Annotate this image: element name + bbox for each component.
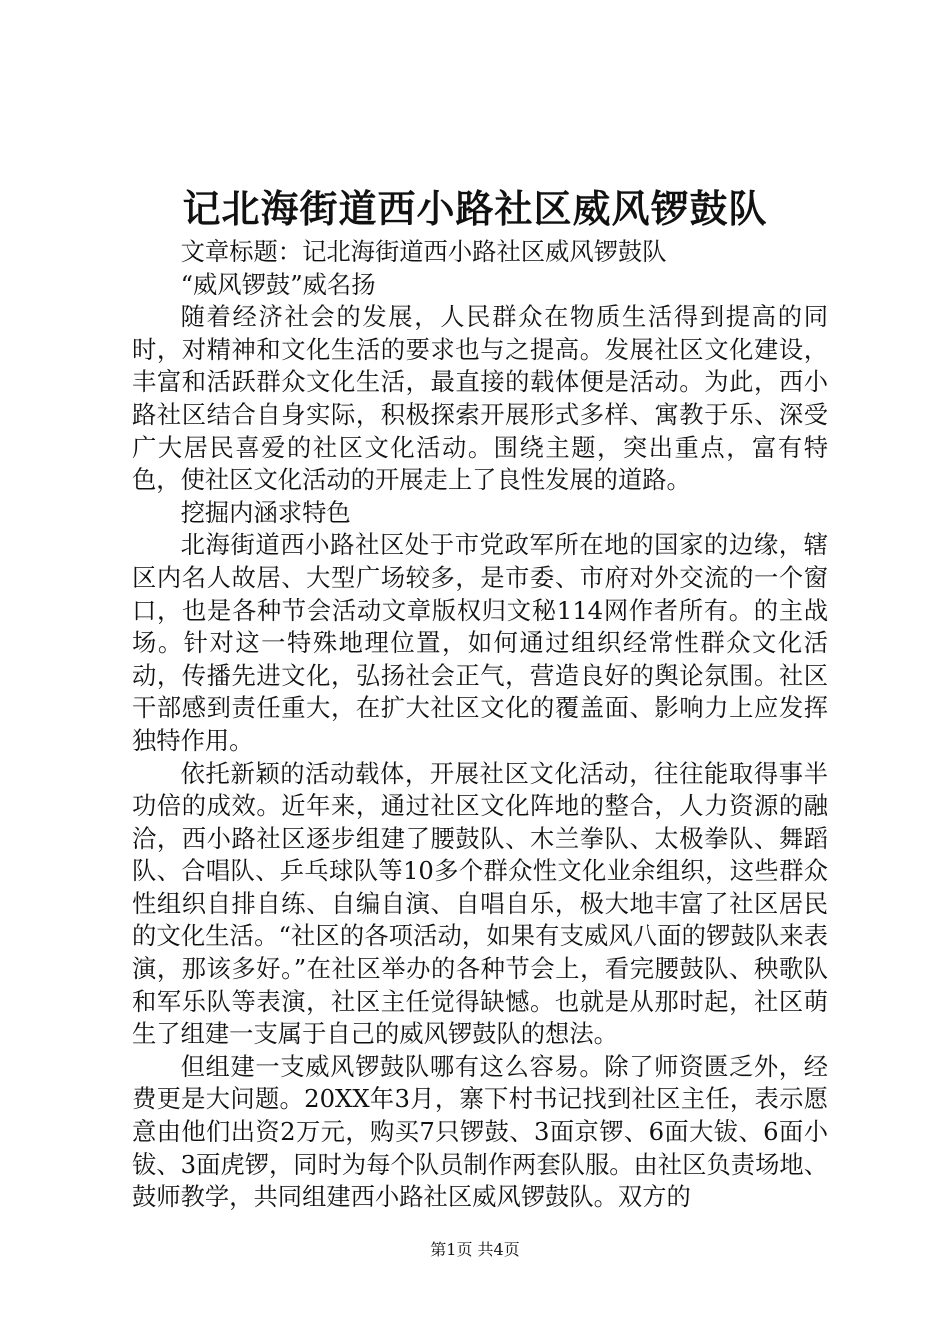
paragraph: 依托新颖的活动载体，开展社区文化活动，往往能取得事半功倍的成效。近年来，通过社区文化阵地的整合，人力资源的融洽，西小路社区逐步组建了腰鼓队、木兰拳队、太极拳队、舞蹈队、合唱队、乒乓球队等10多个群众性文化业余组织，这些群众性组织自排自练、自编自演、自唱自乐，极大地丰富了社区居民的文化生活。“社区的各项活动，如果有支威风八面的锣鼓队来表演，那该多好。”在社区举办的各种节会上，看完腰鼓队、秧歌队和军乐队等表演，社区主任觉得缺憾。也就是从那时起，社区萌生了组建一支属于自己的威风锣鼓队的想法。: [132, 758, 828, 1049]
document-body: [132, 236, 828, 1214]
document-title: 记北海街道西小路社区威风锣鼓队: [182, 186, 768, 231]
subtitle-line: “威风锣鼓”威名扬: [180, 269, 376, 299]
paragraph: 北海街道西小路社区处于市党政军所在地的国家的边缘，辖区内名人故居、大型广场较多，是市委、市府对外交流的一个窗口，也是各种节会活动文章版权归文秘114网作者所有。的主战场。针对这一特殊地理位置，如何通过组织经常性群众文化活动，传播先进文化，弘扬社会正气，营造良好的舆论氛围。社区干部感到责任重大，在扩大社区文化的覆盖面、影响力上应发挥独特作用。: [132, 530, 828, 755]
paragraph: 但组建一支威风锣鼓队哪有这么容易。除了师资匮乏外，经费更是大问题。20XX年3月，寨下村书记找到社区主任，表示愿意由他们出资2万元，购买7只锣鼓、3面京锣、6面大钹、6面小钹、3面虎锣，同时为每个队员制作两套队服。由社区负责场地、鼓师教学，共同组建西小路社区威风锣鼓队。双方的: [132, 1051, 828, 1212]
section-heading: 挖掘内涵求特色: [180, 497, 351, 527]
paragraph: 随着经济社会的发展，人民群众在物质生活得到提高的同时，对精神和文化生活的要求也与之提高。发展社区文化建设，丰富和活跃群众文化生活，最直接的载体便是活动。为此，西小路社区结合自身实际，积极探索开展形式多样、寓教于乐、深受广大居民喜爱的社区文化活动。围绕主题，突出重点，富有特色，使社区文化活动的开展走上了良性发展的道路。: [132, 302, 828, 495]
article-title-line: 文章标题：记北海街道西小路社区威风锣鼓队: [180, 237, 667, 266]
page-footer: 第1页 共4页: [430, 1240, 520, 1259]
